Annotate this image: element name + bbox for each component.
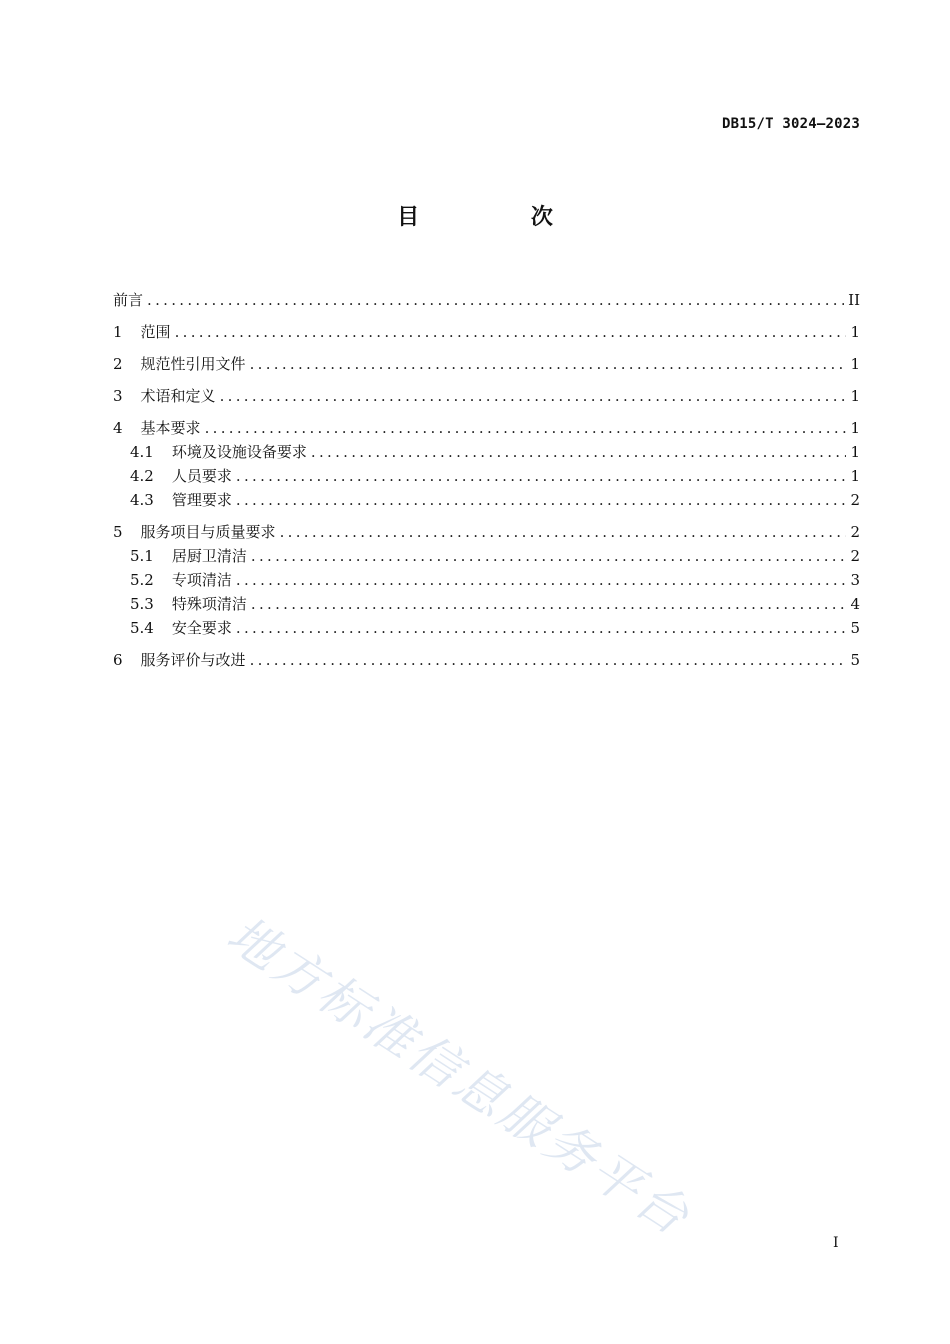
toc-entry-number: 5.4 [130, 619, 154, 637]
toc-leader-dots [236, 464, 847, 488]
toc-entry-label: 环境及设施设备要求 [171, 443, 307, 461]
page-number: I [833, 1235, 839, 1251]
toc-entry-label: 安全要求 [171, 619, 232, 637]
toc-entry-number: 5.3 [130, 595, 154, 613]
toc-entry-number: 4.1 [130, 443, 154, 461]
toc-entry-page: 1 [850, 323, 860, 341]
toc-entry-page: 5 [850, 619, 860, 637]
toc-leader-dots [175, 320, 847, 344]
toc-leader-dots [236, 568, 847, 592]
toc-entry[interactable] [113, 568, 860, 592]
toc-entry-number: 4.2 [130, 467, 154, 485]
toc-entry[interactable] [113, 288, 860, 312]
page-title: 目 次 [397, 205, 605, 230]
toc-leader-dots [220, 384, 847, 408]
toc-entry-page: 1 [850, 419, 860, 437]
toc-entry[interactable] [113, 520, 860, 544]
toc-entry-number: 5.1 [130, 547, 154, 565]
toc-entry-number: 1 [113, 323, 123, 341]
toc-entry[interactable] [113, 616, 860, 640]
toc-entry-number: 4 [113, 419, 123, 437]
toc-entry-label: 管理要求 [171, 491, 232, 509]
toc-entry-page: 1 [850, 355, 860, 373]
toc-entry-number: 3 [113, 387, 123, 405]
toc-entry-page: 1 [850, 443, 860, 461]
toc-entry-page: 2 [850, 491, 860, 509]
toc-entry-page: 1 [850, 467, 860, 485]
toc-leader-dots [250, 648, 847, 672]
toc-entry[interactable] [113, 648, 860, 672]
toc-entry[interactable] [113, 488, 860, 512]
table-of-contents [113, 288, 860, 672]
toc-entry[interactable] [113, 544, 860, 568]
toc-leader-dots [147, 288, 844, 312]
document-code: DB15/T 3024—2023 [721, 116, 860, 132]
toc-entry-label: 专项清洁 [171, 571, 232, 589]
toc-entry-page: 2 [850, 547, 860, 565]
toc-entry-label: 规范性引用文件 [140, 355, 246, 373]
toc-entry[interactable] [113, 384, 860, 408]
watermark: 地方标准信息服务平台 [217, 905, 702, 1248]
toc-entry-number: 5.2 [130, 571, 154, 589]
toc-entry-number: 4.3 [130, 491, 154, 509]
toc-entry-page: 3 [850, 571, 860, 589]
toc-entry-number: 6 [113, 651, 123, 669]
toc-entry-label: 人员要求 [171, 467, 232, 485]
toc-leader-dots [280, 520, 847, 544]
toc-entry-page: 1 [850, 387, 860, 405]
toc-entry-number: 2 [113, 355, 123, 373]
toc-entry-label: 前言 [113, 291, 144, 309]
toc-entry-label: 术语和定义 [140, 387, 216, 405]
toc-leader-dots [205, 416, 847, 440]
toc-leader-dots [311, 440, 847, 464]
toc-entry-label: 服务评价与改进 [140, 651, 246, 669]
toc-leader-dots [236, 616, 847, 640]
toc-leader-dots [236, 488, 847, 512]
toc-entry[interactable] [113, 320, 860, 344]
toc-leader-dots [251, 544, 847, 568]
toc-entry-page: II [848, 291, 860, 309]
toc-entry-label: 范围 [140, 323, 171, 341]
toc-entry[interactable] [113, 464, 860, 488]
toc-entry-label: 服务项目与质量要求 [140, 523, 276, 541]
toc-entry[interactable] [113, 592, 860, 616]
toc-entry-label: 特殊项清洁 [171, 595, 247, 613]
toc-leader-dots [251, 592, 847, 616]
toc-entry[interactable] [113, 440, 860, 464]
toc-leader-dots [250, 352, 847, 376]
toc-entry-page: 5 [850, 651, 860, 669]
toc-entry-number: 5 [113, 523, 123, 541]
toc-entry-page: 2 [850, 523, 860, 541]
toc-entry-label: 居厨卫清洁 [171, 547, 247, 565]
toc-entry-label: 基本要求 [140, 419, 201, 437]
toc-entry-page: 4 [850, 595, 860, 613]
toc-entry[interactable] [113, 352, 860, 376]
toc-entry[interactable] [113, 416, 860, 440]
